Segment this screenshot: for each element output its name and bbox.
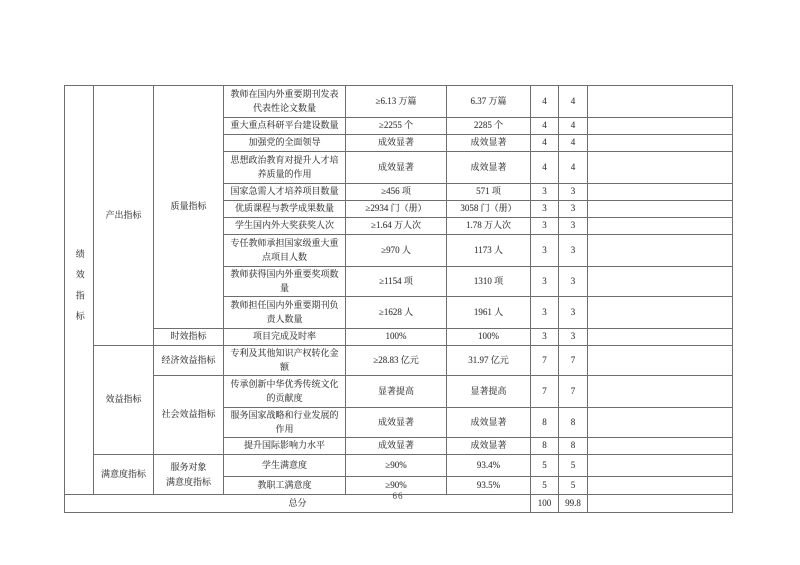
indicator-cell: 教职工满意度 — [224, 477, 346, 495]
subcategory-social-cell: 社会效益指标 — [154, 376, 224, 455]
subcategory-economic-cell: 经济效益指标 — [154, 346, 224, 376]
total-max-score-cell: 100 — [531, 495, 559, 513]
indicator-cell: 提升国际影响力水平 — [224, 438, 346, 455]
actual-cell: 成效显著 — [447, 438, 531, 455]
indicator-cell: 项目完成及时率 — [224, 329, 346, 346]
actual-cell: 6.37 万篇 — [447, 86, 531, 118]
remark-cell — [588, 218, 733, 235]
target-cell: ≥90% — [346, 477, 447, 495]
remark-cell — [588, 455, 733, 477]
target-cell: 成效显著 — [346, 438, 447, 455]
target-cell: 成效显著 — [346, 135, 447, 152]
subcategory-quality-cell: 质量指标 — [154, 86, 224, 329]
target-cell: ≥28.83 亿元 — [346, 346, 447, 376]
remark-cell — [588, 86, 733, 118]
target-cell: ≥2255 个 — [346, 118, 447, 135]
table-row — [65, 455, 733, 477]
indicator-cell: 专任教师承担国家级重大重点项目人数 — [224, 235, 346, 267]
actual-cell: 成效显著 — [447, 135, 531, 152]
actual-cell: 显著提高 — [447, 376, 531, 408]
score-cell: 7 — [559, 376, 588, 408]
max-score-cell: 3 — [531, 235, 559, 267]
target-cell: ≥456 项 — [346, 184, 447, 201]
score-cell: 5 — [559, 477, 588, 495]
indicator-cell: 服务国家战略和行业发展的作用 — [224, 408, 346, 438]
row-group-header: 绩效指标 — [65, 86, 94, 495]
remark-cell — [588, 329, 733, 346]
remark-cell — [588, 408, 733, 438]
target-cell: ≥1628 人 — [346, 297, 447, 329]
target-cell: 成效显著 — [346, 408, 447, 438]
remark-cell — [588, 135, 733, 152]
score-cell: 3 — [559, 218, 588, 235]
category-satisfaction-cell: 满意度指标 — [94, 455, 154, 495]
remark-cell — [588, 235, 733, 267]
remark-cell — [588, 376, 733, 408]
total-label-cell: 总分 — [65, 495, 531, 513]
indicator-cell: 思想政治教育对提升人才培养质量的作用 — [224, 152, 346, 184]
remark-cell — [588, 201, 733, 218]
indicator-cell: 教师在国内外重要期刊发表代表性论文数量 — [224, 86, 346, 118]
actual-cell: 571 项 — [447, 184, 531, 201]
table-row — [65, 86, 733, 118]
score-cell: 3 — [559, 184, 588, 201]
target-cell: ≥6.13 万篇 — [346, 86, 447, 118]
score-cell: 3 — [559, 297, 588, 329]
target-cell: 显著提高 — [346, 376, 447, 408]
indicator-cell: 教师获得国内外重要奖项数量 — [224, 267, 346, 297]
remark-cell — [588, 184, 733, 201]
indicator-cell: 学生满意度 — [224, 455, 346, 477]
score-cell: 3 — [559, 267, 588, 297]
actual-cell: 93.5% — [447, 477, 531, 495]
indicator-cell: 专利及其他知识产权转化金额 — [224, 346, 346, 376]
indicator-cell: 重大重点科研平台建设数量 — [224, 118, 346, 135]
max-score-cell: 4 — [531, 135, 559, 152]
indicator-cell: 优质课程与教学成果数量 — [224, 201, 346, 218]
total-score-cell: 99.8 — [559, 495, 588, 513]
max-score-cell: 3 — [531, 297, 559, 329]
score-cell: 4 — [559, 118, 588, 135]
score-cell: 3 — [559, 201, 588, 218]
max-score-cell: 5 — [531, 477, 559, 495]
max-score-cell: 3 — [531, 184, 559, 201]
max-score-cell: 7 — [531, 346, 559, 376]
score-cell: 8 — [559, 408, 588, 438]
actual-cell: 31.97 亿元 — [447, 346, 531, 376]
remark-cell — [588, 118, 733, 135]
target-cell: ≥970 人 — [346, 235, 447, 267]
score-cell: 5 — [559, 455, 588, 477]
remark-cell — [588, 297, 733, 329]
category-benefit-cell: 效益指标 — [94, 346, 154, 455]
actual-cell: 1.78 万人次 — [447, 218, 531, 235]
category-output-cell: 产出指标 — [94, 86, 154, 346]
table-row — [65, 329, 733, 346]
actual-cell: 1310 项 — [447, 267, 531, 297]
table-row — [65, 376, 733, 408]
max-score-cell: 3 — [531, 267, 559, 297]
score-cell: 8 — [559, 438, 588, 455]
max-score-cell: 3 — [531, 201, 559, 218]
indicator-cell: 国家急需人才培养项目数量 — [224, 184, 346, 201]
performance-indicator-table — [64, 85, 733, 513]
target-cell: ≥2934 门（册） — [346, 201, 447, 218]
actual-cell: 成效显著 — [447, 408, 531, 438]
max-score-cell: 4 — [531, 118, 559, 135]
score-cell: 4 — [559, 86, 588, 118]
max-score-cell: 8 — [531, 408, 559, 438]
actual-cell: 2285 个 — [447, 118, 531, 135]
max-score-cell: 8 — [531, 438, 559, 455]
score-cell: 7 — [559, 346, 588, 376]
remark-cell — [588, 152, 733, 184]
max-score-cell: 4 — [531, 86, 559, 118]
indicator-cell: 学生国内外大奖获奖人次 — [224, 218, 346, 235]
indicator-cell: 加强党的全面领导 — [224, 135, 346, 152]
score-cell: 4 — [559, 135, 588, 152]
max-score-cell: 4 — [531, 152, 559, 184]
indicator-cell: 传承创新中华优秀传统文化的贡献度 — [224, 376, 346, 408]
page-number: 66 — [392, 491, 404, 501]
indicator-cell: 教师担任国内外重要期刊负责人数量 — [224, 297, 346, 329]
max-score-cell: 5 — [531, 455, 559, 477]
subcategory-timeliness-cell: 时效指标 — [154, 329, 224, 346]
remark-cell — [588, 346, 733, 376]
score-cell: 4 — [559, 152, 588, 184]
actual-cell: 100% — [447, 329, 531, 346]
max-score-cell: 3 — [531, 329, 559, 346]
actual-cell: 成效显著 — [447, 152, 531, 184]
actual-cell: 93.4% — [447, 455, 531, 477]
remark-cell — [588, 267, 733, 297]
score-cell: 3 — [559, 329, 588, 346]
score-cell: 3 — [559, 235, 588, 267]
subcategory-service-line1: 服务对象 — [170, 462, 207, 473]
actual-cell: 1173 人 — [447, 235, 531, 267]
remark-cell — [588, 438, 733, 455]
target-cell: ≥1154 项 — [346, 267, 447, 297]
actual-cell: 3058 门（册） — [447, 201, 531, 218]
target-cell: 100% — [346, 329, 447, 346]
max-score-cell: 7 — [531, 376, 559, 408]
actual-cell: 1961 人 — [447, 297, 531, 329]
table-row — [65, 346, 733, 376]
target-cell: ≥1.64 万人次 — [346, 218, 447, 235]
target-cell: ≥90% — [346, 455, 447, 477]
subcategory-service-line2: 满意度指标 — [165, 476, 211, 487]
subcategory-service-cell — [154, 455, 224, 495]
max-score-cell: 3 — [531, 218, 559, 235]
target-cell: 成效显著 — [346, 152, 447, 184]
